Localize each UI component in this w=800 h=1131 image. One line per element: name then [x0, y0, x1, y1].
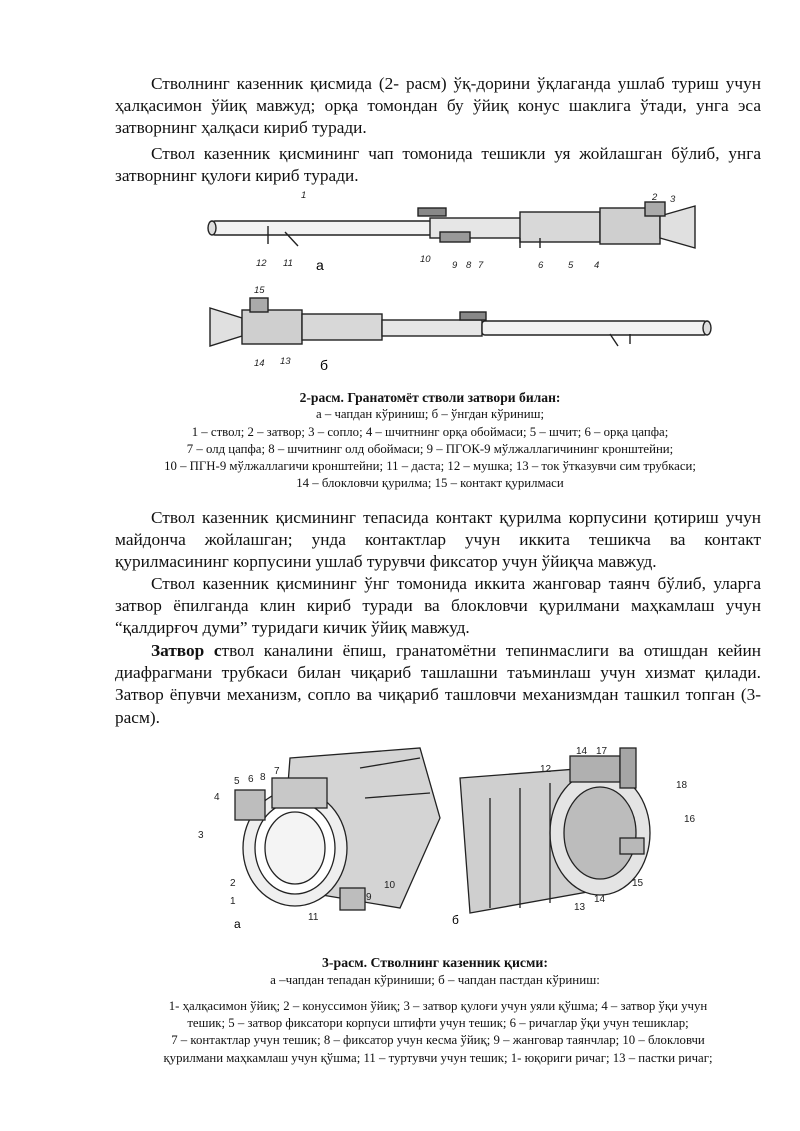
- figure-3-label-b: б: [452, 913, 459, 927]
- callout-14: 14: [576, 746, 588, 757]
- callout-5: 5: [568, 260, 574, 271]
- callout-13: 13: [574, 902, 586, 913]
- figure-2-caption-line: а – чапдан кўриниш; б – ўнгдан кўриниш;: [315, 407, 545, 422]
- callout-16: 16: [684, 814, 696, 825]
- callout-15: 15: [254, 285, 265, 296]
- figure-2-caption-line: 14 – блокловчи қурилма; 15 – контакт қурилмаси: [296, 476, 564, 491]
- callout-10: 10: [420, 254, 431, 265]
- callout-12: 12: [540, 764, 552, 775]
- callout-18: 18: [676, 780, 688, 791]
- callout-4: 4: [594, 260, 600, 271]
- callout-8: 8: [466, 260, 472, 271]
- callout-4: 4: [214, 792, 220, 803]
- paragraph-combat-supports: Ствол казенник қисмининг ўнг томонида иккита жанговар таянч бўлиб, уларга затвор ёпилганда клин кириб туради ва блокловчи қурилмани маҳкамлаш учун “қалдирғоч думи” туридаги кичик ўйиқ мавжуд.: [115, 574, 761, 638]
- callout-17: 17: [596, 746, 608, 757]
- callout-9: 9: [366, 892, 372, 903]
- figure-2-launcher-drawing: [190, 186, 720, 381]
- figure-2-caption-line: 7 – олд цапфа; 8 – шчитнинг олд обоймаси; 9 – ПГОК-9 мўлжаллагичининг кронштейни;: [186, 441, 674, 456]
- figure-3-label-a: а: [234, 917, 241, 931]
- breechblock-term: Затвор с: [151, 641, 222, 660]
- figure-2-label-b: б: [320, 357, 329, 373]
- callout-7: 7: [274, 766, 280, 777]
- figure-2-caption-line: 1 – ствол; 2 – затвор; 3 – сопло; 4 – шчитнинг орқа обоймаси; 5 – шчит; 6 – орқа цапфа;: [191, 424, 669, 439]
- callout-14: 14: [594, 894, 606, 905]
- callout-12: 12: [256, 258, 267, 269]
- callout-2: 2: [230, 878, 236, 889]
- figure-3-subtitle: а –чапдан тепадан кўриниши; б – чапдан пастдан кўриниш:: [270, 972, 600, 987]
- callout-11: 11: [308, 912, 319, 923]
- callout-6: 6: [538, 260, 544, 271]
- callout-8: 8: [260, 772, 266, 783]
- breech-top-left-view: [235, 748, 440, 910]
- figure-3-title: 3-расм. Стволнинг казенник қисми:: [322, 955, 548, 970]
- figure-3-legend-line: тешик; 5 – затвор фиксатори корпуси штифти учун тешик; 6 – ричаглар ўқи учун тешиклар;: [187, 1016, 689, 1031]
- figure-3-legend-line: қурилмани маҳкамлаш учун қўшма; 11 – туртувчи учун тешик; 1- юқориги ричаг; 13 – пастки ричаг;: [163, 1050, 713, 1065]
- callout-1: 1: [230, 896, 236, 907]
- callout-2: 2: [652, 192, 658, 203]
- callout-10: 10: [384, 880, 396, 891]
- callout-14: 14: [254, 358, 265, 369]
- figure-2-caption: [100, 389, 760, 493]
- paragraph-breech-groove: Стволнинг казенник қисмида (2- расм) ўқ-дорини ўқлаганда ушлаб туриш учун ҳалқасимон ўйиқ мавжуд; орқа томондан бу ўйиқ конус шаклига ўтади, унга эса затворнинг ҳалқаси кириб туради.: [115, 74, 761, 138]
- callout-6: 6: [248, 774, 254, 785]
- paragraph-breechblock: Затвор ствол каналини ёпиш, гранатомётни тепинмаслиги ва отишдан кейин диафрагмани трубкаси билан чиқариб ташлашни таъминлаш учун хизмат қилади. Затвор ёпувчи механизм, сопло ва чиқариб ташловчи механизмдан ташкил топган (3-расм).: [115, 641, 761, 727]
- figure-3-legend-line: 1- ҳалқасимон ўйиқ; 2 – конуссимон ўйиқ; 3 – затвор қулоғи учун уяли қўшма; 4 – затвор ўқи учун: [168, 999, 708, 1013]
- callout-15: 15: [632, 878, 644, 889]
- breech-bottom-left-view: [460, 748, 650, 913]
- figure-3-caption: [110, 954, 760, 988]
- callout-13: 13: [280, 356, 291, 367]
- figure-2-caption-line: 10 – ПГН-9 мўлжаллагичи кронштейни; 11 – даста; 12 – мушка; 13 – ток ўтказувчи сим трубкаси;: [164, 459, 696, 474]
- callout-1: 1: [301, 190, 307, 201]
- callout-3: 3: [198, 830, 204, 841]
- callout-9: 9: [452, 260, 458, 271]
- figure-2-title: 2-расм. Гранатомёт стволи затвори билан:: [299, 390, 561, 405]
- launcher-right-view: [210, 298, 711, 346]
- figure-2-label-a: а: [316, 257, 324, 273]
- paragraph-contact-platform: Ствол казенник қисмининг тепасида контакт қурилма корпусини қотириш учун майдонча жойлашган; унда контактлар учун иккита тешикча ва контакт қурилмасининг корпусини ушлаб турувчи фиксатор учун ўйиқча мавжуд.: [115, 508, 761, 572]
- figure-3-breech-drawing: [190, 738, 720, 938]
- figure-3-legend-line: 7 – контактлар учун тешик; 8 – фиксатор учун кесма ўйиқ; 9 – жанговар таянчлар; 10 – блокловчи: [171, 1033, 705, 1048]
- callout-5: 5: [234, 776, 240, 787]
- callout-3: 3: [670, 194, 676, 205]
- paragraph-breech-socket: Ствол казенник қисмининг чап томонида тешикли уя жойлашган бўлиб, унга затворнинг қулоғи кириб туради.: [115, 144, 761, 186]
- callout-7: 7: [478, 260, 484, 271]
- launcher-left-view: [208, 202, 695, 248]
- callout-11: 11: [283, 258, 293, 269]
- figure-3-legend: [112, 998, 764, 1067]
